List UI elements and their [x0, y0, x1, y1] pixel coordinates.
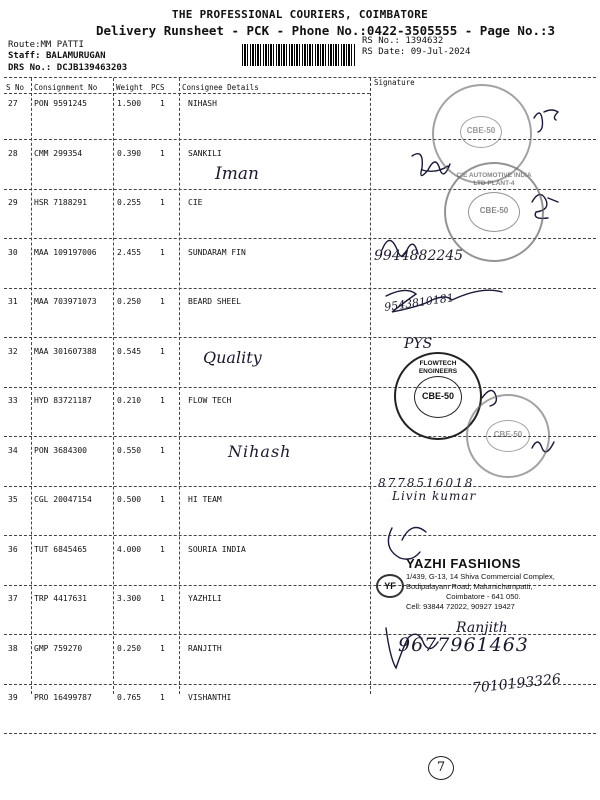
route-value: MM PATTI [40, 40, 84, 50]
handwritten-initials-pys: PYS [404, 336, 433, 352]
signature-30 [382, 240, 418, 256]
row-consignment-no: HSR 7188291 [34, 198, 87, 207]
signature-31 [386, 290, 502, 312]
row-weight: 0.250 [117, 644, 142, 653]
row-consignee: VISHANTHI [188, 693, 232, 702]
row-separator [4, 733, 596, 734]
row-pcs: 1 [160, 198, 165, 207]
row-pcs: 1 [160, 495, 165, 504]
row-pcs: 1 [160, 149, 165, 158]
row-pcs: 1 [160, 446, 165, 455]
row-sno: 28 [8, 149, 18, 158]
row-weight: 0.250 [117, 297, 142, 306]
handwritten-name-quality: Quality [203, 348, 262, 367]
stamp-cie-name: CIE AUTOMOTIVE INDIA LTD PLANT-4 [456, 172, 532, 187]
row-sno: 37 [8, 594, 18, 603]
row-weight: 0.500 [117, 495, 142, 504]
handwritten-phone-35: 8778516018 [378, 476, 475, 490]
row-sno: 29 [8, 198, 18, 207]
row-sno: 39 [8, 693, 18, 702]
row-pcs: 1 [160, 99, 165, 108]
row-consignee: RANJITH [188, 644, 222, 653]
row-consignment-no: GMP 759270 [34, 644, 83, 653]
stamp-city: CBE-50 [466, 126, 496, 135]
stamp-yazhi-name: YAZHI FASHIONS [406, 556, 521, 571]
row-consignee: SUNDARAM FIN [188, 248, 246, 257]
col-header-consignment: Consignment No [34, 83, 98, 92]
staff-label: Staff: [8, 51, 41, 61]
handwritten-name-livin: Livin kumar [392, 489, 477, 503]
row-weight: 1.500 [117, 99, 142, 108]
row-consignment-no: TRP 4417631 [34, 594, 87, 603]
handwritten-phone-38: 9677961463 [398, 634, 529, 656]
row-sno: 31 [8, 297, 18, 306]
col-header-sno: S No [6, 83, 25, 92]
stamp-yazhi-address-line: Bodipalayam Road, Malumichampatti, [406, 582, 533, 591]
row-weight: 0.390 [117, 149, 142, 158]
stamp-cie-city: CBE-50 [479, 206, 509, 215]
staff-value: BALAMURUGAN [45, 51, 106, 61]
handwritten-phone-31: 9543810181 [383, 291, 455, 314]
drs-label: DRS No.: [8, 63, 52, 73]
barcode [242, 44, 356, 66]
document-title: THE PROFESSIONAL COURIERS, COIMBATORE [171, 8, 429, 21]
row-consignee: HI TEAM [188, 495, 222, 504]
row-consignee: CIE [188, 198, 203, 207]
col-divider [179, 78, 180, 694]
row-consignee: SANKILI [188, 149, 222, 158]
row-weight: 0.255 [117, 198, 142, 207]
stamp-yazhi-address-line: 1/439, G-13, 14 Shiva Commercial Complex, [406, 572, 555, 581]
stamp-flowtech-name: FLOWTECH ENGINEERS [418, 360, 458, 375]
signature-39 [386, 628, 438, 668]
signature-27 [534, 110, 558, 132]
header-top-rule [4, 77, 596, 78]
header-bottom-rule [4, 93, 370, 94]
row-consignment-no: TUT 6845465 [34, 545, 87, 554]
drs-line [8, 63, 127, 73]
stamp-yazhi-address [406, 572, 555, 612]
row-sno: 38 [8, 644, 18, 653]
row-consignee: NIHASH [188, 99, 217, 108]
row-weight: 0.545 [117, 347, 142, 356]
stamp-yazhi-address-line: Coimbatore - 641 050. [446, 592, 521, 601]
stamp-cie-automotive [444, 162, 544, 262]
handwritten-name-nihash: Nihash [228, 442, 292, 461]
col-header-weight: Weight [116, 83, 144, 92]
row-sno: 33 [8, 396, 18, 405]
row-pcs: 1 [160, 396, 165, 405]
row-consignee: YAZHILI [188, 594, 222, 603]
col-header-consignee: Consignee Details [182, 83, 259, 92]
row-pcs: 1 [160, 693, 165, 702]
row-sno: 34 [8, 446, 18, 455]
row-sno: 35 [8, 495, 18, 504]
handwritten-name-iman: Iman [215, 164, 259, 184]
row-consignment-no: MAA 301607388 [34, 347, 97, 356]
row-consignee: FLOW TECH [188, 396, 232, 405]
row-weight: 0.210 [117, 396, 142, 405]
row-pcs: 1 [160, 644, 165, 653]
staff-line [8, 51, 106, 61]
stamp-yazhi-logo: YF [376, 574, 404, 598]
col-divider [31, 78, 32, 694]
route-line [8, 40, 84, 50]
row-sno: 32 [8, 347, 18, 356]
stamp-yazhi-phone: Cell: 93844 72022, 90927 19427 [406, 602, 515, 611]
row-consignment-no: PON 3684300 [34, 446, 87, 455]
col-header-pcs: PCS [151, 83, 165, 92]
row-consignment-no: CGL 20047154 [34, 495, 92, 504]
row-consignee: BEARD SHEEL [188, 297, 241, 306]
row-pcs: 1 [160, 545, 165, 554]
handwritten-phone-30: 9944882245 [374, 248, 464, 264]
drs-value: DCJB139463203 [56, 63, 128, 73]
document-subtitle: Delivery Runsheet - PCK - Phone No.:0422-3505555 - Page No.:3 [96, 23, 556, 38]
stamp-flowtech-city: CBE-50 [421, 391, 454, 401]
row-sno: 30 [8, 248, 18, 257]
row-consignment-no: PRO 16499787 [34, 693, 92, 702]
handwritten-name-ranjith: Ranjith [456, 620, 508, 636]
row-weight: 2.455 [117, 248, 142, 257]
row-consignment-no: MAA 109197006 [34, 248, 97, 257]
rs-date: RS Date: 09-Jul-2024 [362, 47, 471, 57]
row-pcs: 1 [160, 594, 165, 603]
page-mark-circle: 7 [428, 756, 454, 780]
row-pcs: 1 [160, 248, 165, 257]
row-consignment-no: PON 9591245 [34, 99, 87, 108]
signature-36 [388, 528, 426, 560]
row-consignment-no: CMM 299354 [34, 149, 83, 158]
row-weight: 3.300 [117, 594, 142, 603]
row-pcs: 1 [160, 297, 165, 306]
row-weight: 0.550 [117, 446, 142, 455]
row-sno: 36 [8, 545, 18, 554]
col-divider [113, 78, 114, 694]
col-divider [370, 78, 371, 694]
row-weight: 0.765 [117, 693, 142, 702]
stamp-city: CBE-50 [493, 430, 523, 439]
row-sno: 27 [8, 99, 18, 108]
handwritten-phone-39: 7010193326 [471, 671, 562, 697]
row-pcs: 1 [160, 347, 165, 356]
col-header-signature: Signature [374, 78, 415, 87]
rs-number: RS No.: 1394632 [362, 36, 444, 46]
stamp-nihas-enterprises-2 [466, 394, 550, 478]
row-consignment-no: MAA 703971073 [34, 297, 97, 306]
row-consignment-no: HYD 83721187 [34, 396, 92, 405]
row-consignee: SOURIA INDIA [188, 545, 246, 554]
route-label: Route: [8, 40, 41, 50]
row-weight: 4.000 [117, 545, 142, 554]
